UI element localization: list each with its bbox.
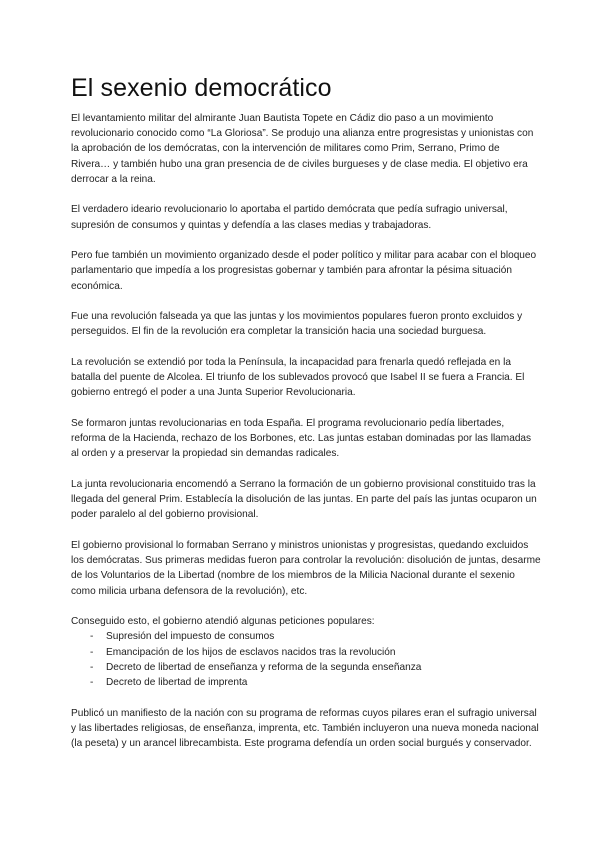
list-item: - Emancipación de los hijos de esclavos nacidos tras la revolución xyxy=(71,645,541,660)
list-item: - Supresión del impuesto de consumos xyxy=(71,629,541,644)
paragraph-poder-politico: Pero fue también un movimiento organizado desde el poder político y militar para acabar con el bloqueo parlamentario que impedía a los progresistas gobernar y también para afrontar la pésima situación económica. xyxy=(71,250,537,292)
list-item: - Decreto de libertad de imprenta xyxy=(71,675,541,690)
paragraph-peticiones-intro: Conseguido esto, el gobierno atendió algunas peticiones populares: xyxy=(71,616,375,628)
peticiones-list xyxy=(71,629,541,690)
paragraph-manifiesto: Publicó un manifiesto de la nación con su programa de reformas cuyos pilares eran el sufragio universal y las libertades religiosas, de enseñanza, imprenta, etc. También incluyeron una nueva moneda nacional (la peseta) y un arancel librecambista. Este programa defendía un orden social burgués y conservador. xyxy=(71,707,539,750)
paragraph-primeras-medidas: El gobierno provisional lo formaban Serrano y ministros unionistas y progresistas, quedando excluidos los demócratas. Sus primeras medidas fueron para controlar la revolución: disolución de juntas, desarme de los Voluntarios de la Libertad (nombre de los miembros de la Milicia Nacional durante el sexenio como milicia urbana defensora de la revolución), etc. xyxy=(71,540,541,597)
paragraph-juntas: Se formaron juntas revolucionarias en toda España. El programa revolucionario pedía libertades, reforma de la Hacienda, rechazo de los Borbones, etc. Las juntas estaban dominadas por las llamadas al orden y a preservar la propiedad sin demandas radicales. xyxy=(71,418,532,460)
paragraph-gobierno-provisional: La junta revolucionaria encomendó a Serrano la formación de un gobierno provisional constituido tras la llegada del general Prim. Establecía la disolución de las juntas. En parte del país las juntas ocuparon un poder paralelo al del gobierno provisional. xyxy=(71,479,537,521)
paragraph-alcolea: La revolución se extendió por toda la Península, la incapacidad para frenarla quedó reflejada en la batalla del puente de Alcolea. El triunfo de los sublevados provocó que Isabel II se fuera a Francia. El gobierno entregó el poder a una Junta Superior Revolucionaria. xyxy=(71,357,525,399)
page-title: El sexenio democrático xyxy=(71,74,332,102)
paragraph-la-gloriosa: El levantamiento militar del almirante Juan Bautista Topete en Cádiz dio paso a un movimiento revolucionario conocido como “La Gloriosa”. Se produjo una alianza entre progresistas y unionistas con la aprobación de los demócratas, con la intervención de militares como Prim, Serrano, Primo de Rivera… y también hubo una gran presencia de de civiles burgueses y de clase media. El objetivo era derrocar a la reina. xyxy=(71,113,534,185)
paragraph-ideario: El verdadero ideario revolucionario lo aportaba el partido demócrata que pedía sufragio universal, supresión de consumos y quintas y defendía a las clases medias y trabajadoras. xyxy=(71,204,508,231)
document-body xyxy=(71,111,541,767)
paragraph-revolucion-falseada: Fue una revolución falseada ya que las juntas y los movimientos populares fueron pronto excluidos y perseguidos. El fin de la revolución era completar la transición hacia una sociedad burguesa. xyxy=(71,311,523,338)
list-item: - Decreto de libertad de enseñanza y reforma de la segunda enseñanza xyxy=(71,660,541,675)
